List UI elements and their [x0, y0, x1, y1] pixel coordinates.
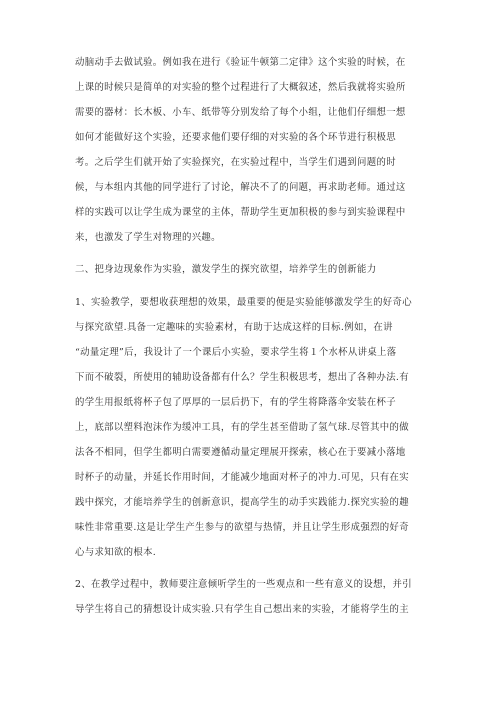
- paragraph-intro: [75, 50, 425, 250]
- text-line: 2、在教学过程中，教师要注意倾听学生的一些观点和一些有意义的设想，并引: [75, 579, 412, 590]
- text-line: 味性非常重要.这是让学生产生参与的欲望与热情，并且让学生形成强烈的好奇: [75, 522, 409, 533]
- text-line: 下而不破裂，所使用的辅助设备都有什么？学生积极思考，想出了各种办法.有: [75, 372, 409, 383]
- text-line: 候，与本组内其他的同学进行了讨论，解决不了的问题，再求助老师。通过这: [75, 182, 406, 193]
- text-line: 法各不相同，但学生都明白需要遵循动量定理展开探索，核心在于要减小落地: [75, 447, 406, 458]
- text-line: 如何才能做好这个实验，还要求他们要仔细的对实验的各个环节进行积极思: [75, 132, 396, 143]
- document-page: [75, 50, 425, 629]
- paragraph-point-2: [75, 572, 425, 622]
- paragraph-point-1: [75, 290, 425, 565]
- text-line: 上，底部以塑料泡沫作为缓冲工具，有的学生甚至借助了氢气球.尽管其中的做: [75, 422, 409, 433]
- text-line: 上课的时候只是简单的对实验的整个过程进行了大概叙述，然后我就将实验所: [75, 82, 406, 93]
- text-line: 的学生用报纸将杯子包了厚厚的一层后扔下，有的学生将降落伞安装在杯子: [75, 397, 396, 408]
- text-line: 样的实践可以让学生成为课堂的主体，帮助学生更加积极的参与到实验课程中: [75, 207, 406, 218]
- text-line: 需要的器材：长木板、小车、纸带等分别发给了每个小组，让他们仔细想一想: [75, 107, 406, 118]
- text-line: “动量定理”后，我设计了一个课后小实验，要求学生将１个水杯从讲桌上落: [75, 347, 397, 358]
- text-line: 心与求知欲的根本.: [75, 547, 157, 558]
- text-line: 1、实验教学，要想收获理想的效果，最重要的便是实验能够激发学生的好奇心: [75, 297, 412, 308]
- text-line: 动脑动手去做试验。例如我在进行《验证牛顿第二定律》这个实验的时候，在: [75, 57, 406, 68]
- section-heading: 二、把身边现象作为实验，激发学生的探究欲望，培养学生的创新能力: [75, 264, 377, 275]
- text-line: 践中探究，才能培养学生的创新意识，提高学生的动手实践能力.探究实验的趣: [75, 497, 409, 508]
- text-line: 导学生将自己的猜想设计成实验.只有学生自己想出来的实验，才能将学生的主: [75, 604, 409, 615]
- text-line: 考。之后学生们就开始了实验探究，在实验过程中，当学生们遇到问题的时: [75, 157, 396, 168]
- text-line: 与探究欲望.具备一定趣味的实验素材，有助于达成这样的目标.例如，在讲: [75, 322, 393, 333]
- text-line: 时杯子的动量，并延长作用时间，才能减少地面对杯子的冲力.可见，只有在实: [75, 472, 409, 483]
- text-line: 来，也激发了学生对物理的兴趣。: [75, 232, 221, 243]
